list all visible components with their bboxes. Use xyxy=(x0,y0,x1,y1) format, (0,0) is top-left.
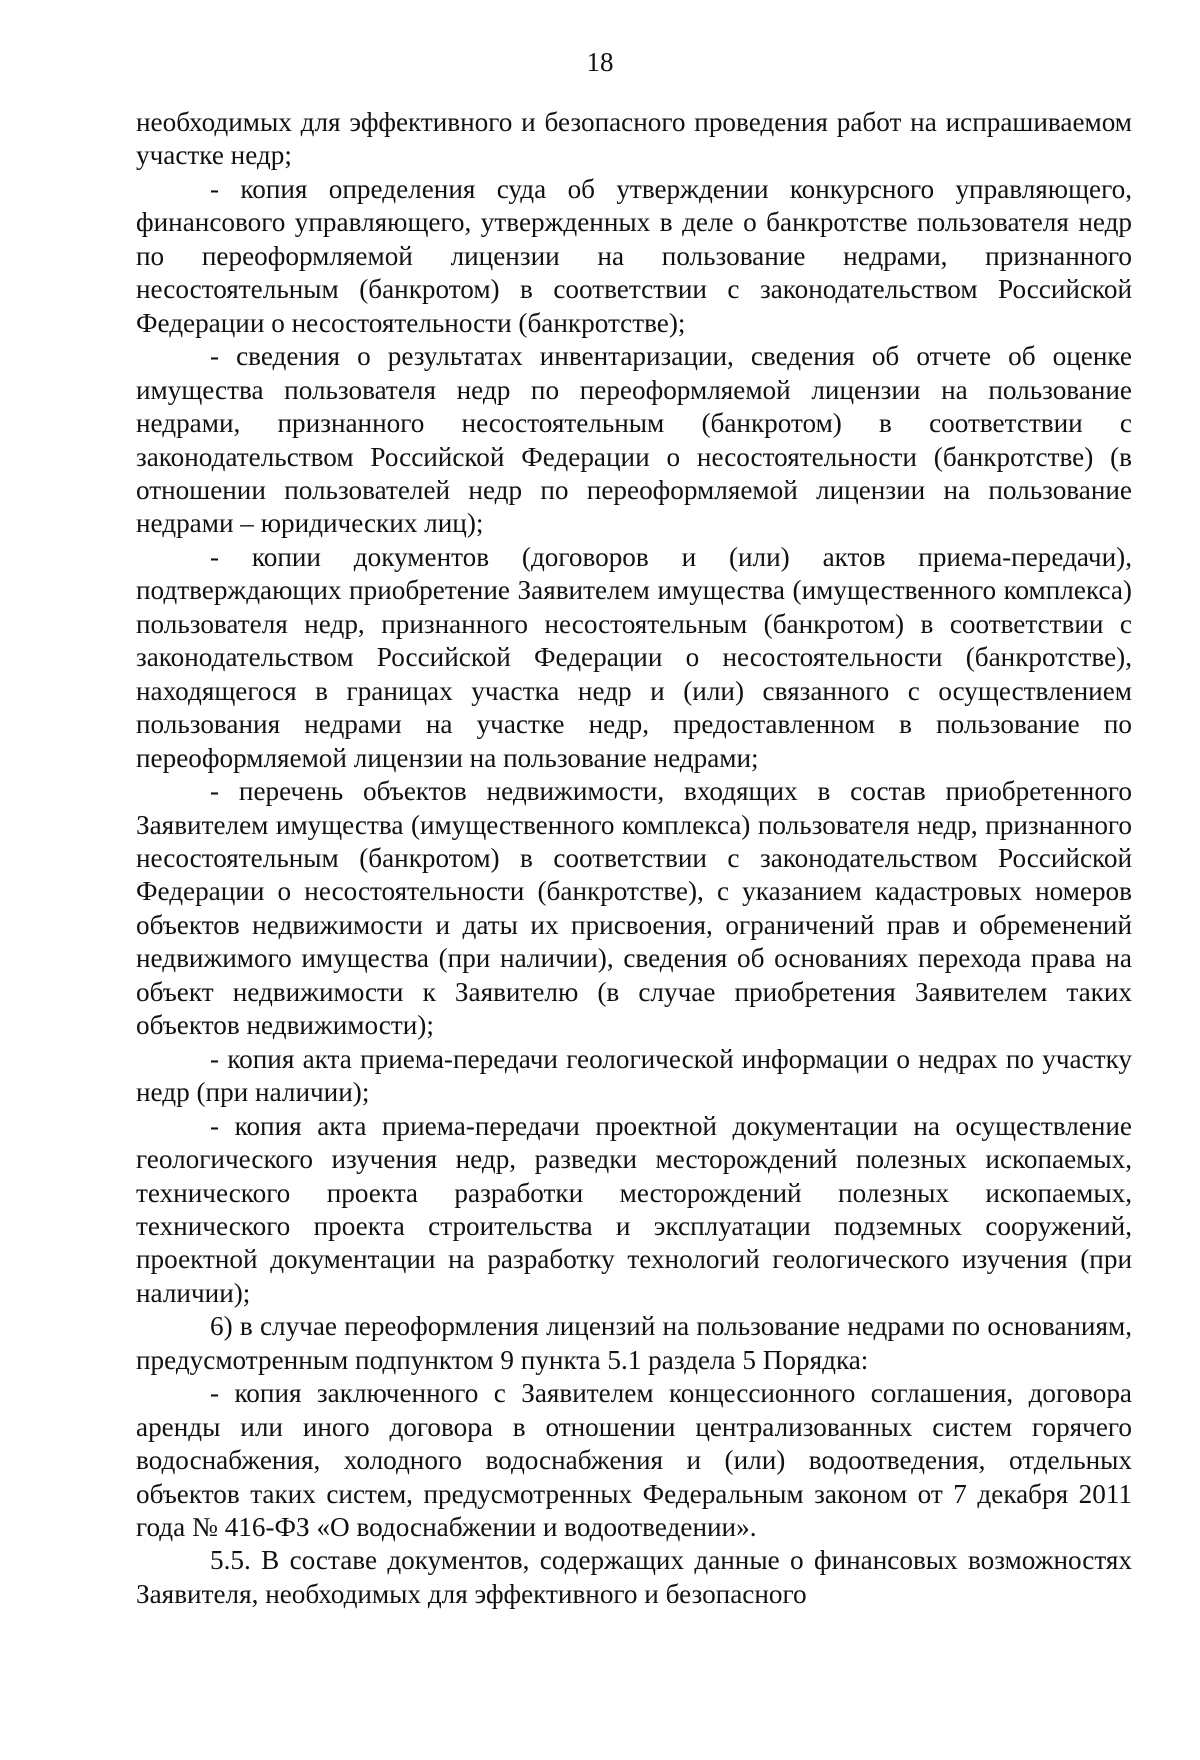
paragraph-geological-info-act: - копия акта приема-передачи геологической информации о недрах по участку недр (при наличии); xyxy=(136,1043,1132,1108)
paragraph-court-ruling-copy: - копия определения суда об утверждении конкурсного управляющего, финансового управляющего, утвержденных в деле о банкротстве пользователя недр по переоформляемой лицензии на пользование недрами, признанного несостоятельным (банкротом) в соответствии с законодательством Российской Федерации о несостоятельности (банкротстве); xyxy=(136,173,1132,338)
paragraph-project-docs-act: - копия акта приема-передачи проектной документации на осуществление геологического изучения недр, разведки месторождений полезных ископаемых, технического проекта разработки месторождений полезных ископаемых, технического проекта строительства и эксплуатации подземных сооружений, проектной документации на разработку технологий геологического изучения (при наличии); xyxy=(136,1110,1132,1308)
paragraph-section-5-5: 5.5. В составе документов, содержащих данные о финансовых возможностях Заявителя, необходимых для эффективного и безопасного xyxy=(136,1545,1132,1609)
paragraph-continuation: необходимых для эффективного и безопасного проведения работ на испрашиваемом участке недр; xyxy=(136,107,1132,171)
paragraph-real-estate-list: - перечень объектов недвижимости, входящих в состав приобретенного Заявителем имущества (имущественного комплекса) пользователя недр, признанного несостоятельным (банкротом) в соответствии с законодательством Российской Федерации о несостоятельности (банкротстве), с указанием кадастровых номеров объектов недвижимости и даты их присвоения, ограничений прав и обременений недвижимого имущества (при наличии), сведения об основаниях перехода права на объект недвижимости к Заявителю (в случае приобретения Заявителем таких объектов недвижимости); xyxy=(136,776,1132,1041)
paragraph-property-documents: - копии документов (договоров и (или) актов приема-передачи), подтверждающих приобретение Заявителем имущества (имущественного комплекса) пользователя недр, признанного несостоятельным (банкротом) в соответствии с законодательством Российской Федерации о несостоятельности (банкротстве), находящегося в границах участка недр и (или) связанного с осуществлением пользования недрами на участке недр, предоставленном в пользование по переоформляемой лицензии на пользование недрами; xyxy=(136,541,1132,773)
paragraph-concession-agreement: - копия заключенного с Заявителем концессионного соглашения, договора аренды или иного договора в отношении централизованных систем горячего водоснабжения, холодного водоснабжения и (или) водоотведения, отдельных объектов таких систем, предусмотренных Федеральным законом от 7 декабря 2011 года № 416-ФЗ «О водоснабжении и водоотведении». xyxy=(136,1378,1132,1543)
document-body xyxy=(136,106,1132,1611)
page-number: 18 xyxy=(586,47,614,77)
paragraph-inventory-info: - сведения о результатах инвентаризации, сведения об отчете об оценке имущества пользователя недр по переоформляемой лицензии на пользование недрами, признанного несостоятельным (банкротом) в соответствии с законодательством Российской Федерации о несостоятельности (банкротстве) (в отношении пользователей недр по переоформляемой лицензии на пользование недрами – юридических лиц); xyxy=(136,341,1132,539)
paragraph-item-6: 6) в случае переоформления лицензий на пользование недрами по основаниям, предусмотренным подпунктом 9 пункта 5.1 раздела 5 Порядка: xyxy=(136,1311,1132,1375)
